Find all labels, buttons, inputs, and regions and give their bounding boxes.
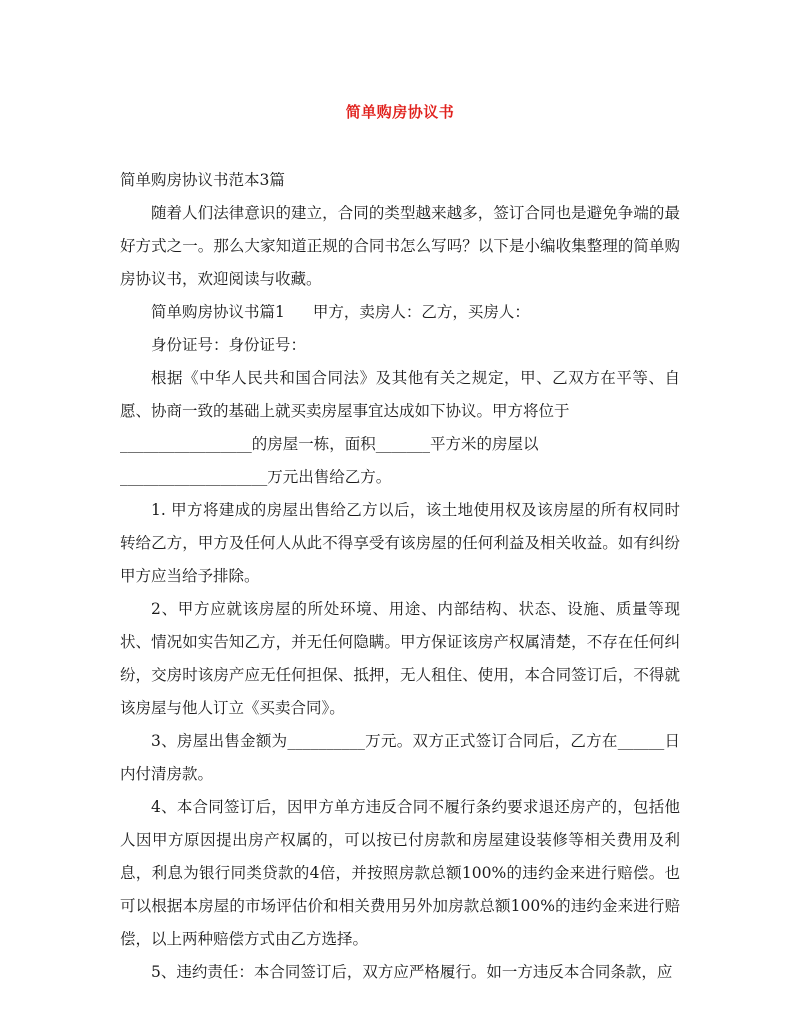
clause-4: 4、本合同签订后，因甲方单方违反合同不履行条约要求退还房产的，包括他人因甲方原因提出房产权属的，可以按已付房款和房屋建设装修等相关费用及利息，利息为银行同类贷款的4倍，并按照房款总额100%的违约金来进行赔偿。也可以根据本房屋的市场评估价和相关费用另外加房款总额100%的违约金来进行赔偿，以上两种赔偿方式由乙方选择。 — [120, 798, 680, 948]
clause-5: 5、违约责任：本合同签订后，双方应严格履行。如一方违反本合同条款，应 — [151, 963, 673, 981]
id-line: 身份证号：身份证号： — [151, 336, 307, 354]
intro-paragraph: 随着人们法律意识的建立，合同的类型越来越多，签订合同也是避免争端的最好方式之一。那么大家知道正规的合同书怎么写吗？以下是小编收集整理的简单购房协议书，欢迎阅读与收藏。 — [120, 204, 680, 288]
basis-paragraph-line3: ___________________万元出售给乙方。 — [120, 468, 392, 486]
parties-line: 甲方，卖房人：乙方，买房人： — [312, 303, 530, 321]
clause-1: 1. 甲方将建成的房屋出售给乙方以后，该土地使用权及该房屋的所有权同时转给乙方，甲方及任何人从此不得享受有该房屋的任何利益及相关收益。如有纠纷甲方应当给予排除。 — [120, 501, 680, 585]
basis-paragraph-line1: 根据《中华人民共和国合同法》及其他有关之规定，甲、乙双方在平等、自愿、协商一致的基础上就买卖房屋事宜达成如下协议。甲方将位于 — [120, 369, 680, 420]
clause-2: 2、甲方应就该房屋的所处环境、用途、内部结构、状态、设施、质量等现状、情况如实告知乙方，并无任何隐瞒。甲方保证该房产权属清楚，不存在任何纠纷，交房时该房产应无任何担保、抵押，无人租住、使用，本合同签订后，不得就该房屋与他人订立《买卖合同》。 — [120, 600, 680, 717]
section-heading-line — [120, 296, 680, 329]
basis-paragraph-line2: _________________的房屋一栋，面积_______平方米的房屋以 — [120, 435, 539, 453]
document-title: 简单购房协议书 — [345, 103, 455, 121]
document-subtitle: 简单购房协议书范本3篇 — [120, 171, 285, 189]
clause-3: 3、房屋出售金额为__________万元。双方正式签订合同后，乙方在______日内付清房款。 — [120, 732, 680, 783]
document-body — [120, 164, 680, 989]
section-heading: 简单购房协议书篇1 — [151, 303, 285, 321]
